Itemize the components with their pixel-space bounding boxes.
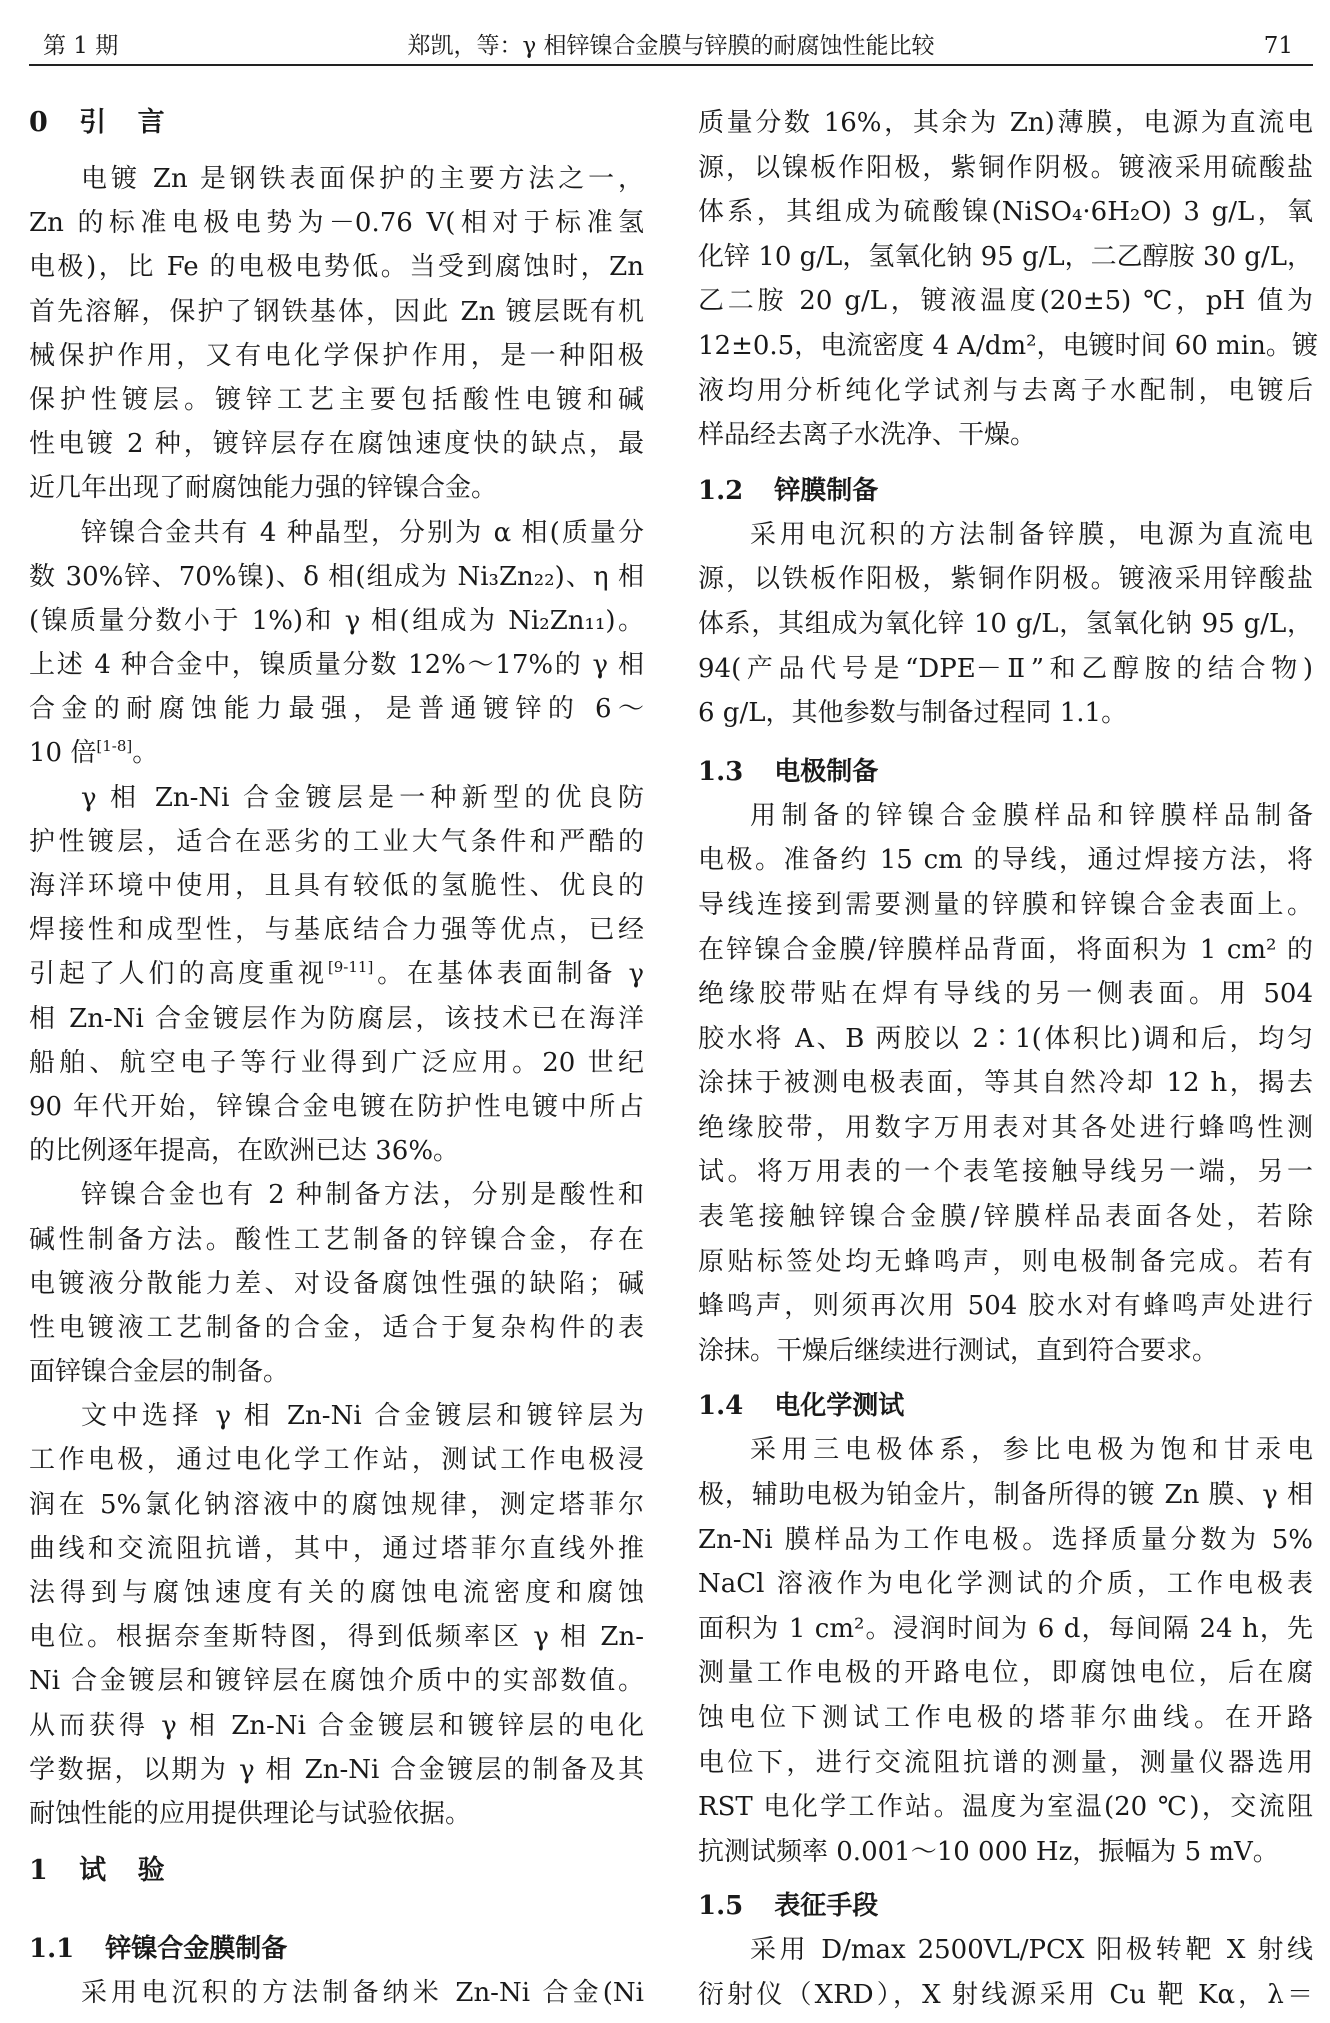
text-line: 相 Zn-Ni 合金镀层作为防腐层，该技术已在海洋	[29, 1003, 644, 1034]
text-line: 绝缘胶带，用数字万用表对其各处进行蜂鸣性测	[698, 1112, 1313, 1143]
text-line: γ 相 Zn-Ni 合金镀层是一种新型的优良防	[81, 782, 644, 813]
text-line: 衍射仪（XRD），X 射线源采用 Cu 靶 Kα，λ＝	[698, 1979, 1313, 2010]
text-line: Ni 合金镀层和镀锌层在腐蚀介质中的实部数值。	[29, 1666, 644, 1697]
page-number: 71	[1263, 33, 1293, 59]
text-line: 护性镀层，适合在恶劣的工业大气条件和严酷的	[29, 826, 644, 857]
citation-reference: [1-8]	[96, 737, 133, 756]
paragraph	[698, 513, 1313, 736]
running-head	[29, 28, 1313, 64]
text-line: NaCl 溶液作为电化学测试的介质，工作电极表	[698, 1569, 1313, 1600]
text-line: 表笔接触锌镍合金膜/锌膜样品表面各处，若除	[698, 1202, 1313, 1233]
header-rule	[29, 64, 1313, 66]
text-line: 械保护作用，又有电化学保护作用，是一种阳极	[29, 340, 644, 371]
text-line: (镍质量分数小于 1%)和 γ 相(组成为 Ni₂Zn₁₁)。	[29, 605, 644, 636]
text-line: 蚀电位下测试工作电极的塔菲尔曲线。在开路	[698, 1703, 1313, 1733]
paragraph	[698, 101, 1318, 458]
paragraph	[29, 1394, 644, 1836]
text-line: 锌镍合金共有 4 种晶型，分别为 α 相(质量分	[81, 517, 644, 548]
text-line: 电位。根据奈奎斯特图，得到低频率区 γ 相 Zn-	[29, 1622, 644, 1653]
text-segment: 引起了人们的高度重视	[29, 959, 328, 990]
text-line: 采用 D/max 2500VL/PCX 阳极转靶 X 射线	[750, 1935, 1313, 1966]
text-line: 保护性镀层。镀锌工艺主要包括酸性电镀和碱	[29, 384, 644, 415]
text-line: 90 年代开始，锌镍合金电镀在防护性电镀中所占	[29, 1091, 644, 1122]
text-line: 液均用分析纯化学试剂与去离子水配制，电镀后	[698, 375, 1313, 406]
text-line: 乙二胺 20 g/L，镀液温度(20±5) ℃，pH 值为	[698, 286, 1313, 317]
text-line: RST 电化学工作站。温度为室温(20 ℃)，交流阻	[698, 1792, 1313, 1823]
paragraph	[29, 1173, 644, 1394]
text-line: 原贴标签处均无蜂鸣声，则电极制备完成。若有	[698, 1246, 1313, 1277]
subsection-heading: 1.3 电极制备	[698, 756, 879, 787]
text-line: 文中选择 γ 相 Zn-Ni 合金镀层和镀锌层为	[81, 1401, 644, 1432]
text-line: 源，以镍板作阳极，紫铜作阴极。镀液采用硫酸盐	[698, 152, 1313, 183]
text-line: 极，辅助电极为铂金片，制备所得的镀 Zn 膜、γ 相	[698, 1480, 1313, 1511]
text-line: 源，以铁板作阳极，紫铜作阴极。镀液采用锌酸盐	[698, 564, 1313, 595]
text-line: 耐蚀性能的应用提供理论与试验依据。	[29, 1798, 472, 1829]
paragraph	[698, 794, 1313, 1374]
text-line: 碱性制备方法。酸性工艺制备的锌镍合金，存在	[29, 1224, 644, 1255]
text-line: 电镀液分散能力差、对设备腐蚀性强的缺陷；碱	[29, 1268, 644, 1299]
text-segment: 。在基体表面制备 γ	[373, 959, 644, 990]
text-line: 船舶、航空电子等行业得到广泛应用。20 世纪	[29, 1047, 644, 1078]
text-line: 海洋环境中使用，且具有较低的氢脆性、优良的	[29, 871, 644, 901]
paragraph	[29, 511, 644, 776]
text-line: 面锌镍合金层的制备。	[29, 1357, 290, 1388]
text-line: 涂抹。干燥后继续进行测试，直到符合要求。	[698, 1335, 1219, 1366]
text-line: 曲线和交流阻抗谱，其中，通过塔菲尔直线外推	[29, 1533, 644, 1564]
section-heading: 1 试 验	[29, 1855, 165, 1887]
text-line: 数 30%锌、70%镍)、δ 相(组成为 Ni₃Zn₂₂)、η 相	[29, 561, 644, 592]
subsection-heading: 1.2 锌膜制备	[698, 475, 879, 506]
text-line: 采用电沉积的方法制备纳米 Zn-Ni 合金(Ni	[81, 1978, 644, 2009]
text-line: 用制备的锌镍合金膜样品和锌膜样品制备	[750, 800, 1313, 831]
subsection-heading: 1.5 表征手段	[698, 1891, 879, 1922]
running-title: 郑凯，等：γ 相锌镍合金膜与锌膜的耐腐蚀性能比较	[407, 33, 935, 59]
left-column	[29, 101, 644, 2015]
paragraph	[29, 1971, 644, 2015]
text-line: 12±0.5，电流密度 4 A/dm²，电镀时间 60 min。镀	[698, 330, 1318, 361]
text-line: Zn-Ni 膜样品为工作电极。选择质量分数为 5%	[698, 1524, 1313, 1555]
text-line: 体系，其组成为氧化锌 10 g/L，氢氧化钠 95 g/L，	[698, 608, 1313, 639]
paragraph	[29, 157, 644, 511]
text-line: 从而获得 γ 相 Zn-Ni 合金镀层和镀锌层的电化	[29, 1710, 644, 1741]
text-line: 首先溶解，保护了钢铁基体，因此 Zn 镀层既有机	[29, 296, 644, 327]
text-line: 合金的耐腐蚀能力最强，是普通镀锌的 6～	[29, 694, 644, 725]
text-line: 抗测试频率 0.001～10 000 Hz，振幅为 5 mV。	[698, 1836, 1279, 1867]
text-line: 采用三电极体系，参比电极为饱和甘汞电	[750, 1435, 1313, 1466]
text-line: 导线连接到需要测量的锌膜和锌镍合金表面上。	[698, 889, 1313, 920]
paragraph	[29, 776, 644, 1174]
text-line: 蜂鸣声，则须再次用 504 胶水对有蜂鸣声处进行	[698, 1291, 1313, 1322]
text-line: 化锌 10 g/L，氢氧化钠 95 g/L，二乙醇胺 30 g/L，	[698, 241, 1313, 272]
text-line: 学数据，以期为 γ 相 Zn-Ni 合金镀层的制备及其	[29, 1754, 644, 1785]
text-line: 性电镀液工艺制备的合金，适合于复杂构件的表	[29, 1312, 644, 1343]
text-line: 性电镀 2 种，镀锌层存在腐蚀速度快的缺点，最	[29, 429, 644, 460]
subsection-heading: 1.4 电化学测试	[698, 1391, 905, 1422]
text-line: 体系，其组成为硫酸镍(NiSO₄·6H₂O) 3 g/L，氧	[698, 197, 1313, 228]
text-line	[29, 952, 644, 996]
text-line: 焊接性和成型性，与基底结合力强等优点，已经	[29, 915, 644, 946]
text-line: 测量工作电极的开路电位，即腐蚀电位，后在腐	[698, 1658, 1313, 1689]
text-line: 近几年出现了耐腐蚀能力强的锌镍合金。	[29, 473, 498, 504]
text-line: 法得到与腐蚀速度有关的腐蚀电流密度和腐蚀	[29, 1578, 644, 1608]
right-column	[698, 101, 1318, 2018]
text-line: 的比例逐年提高，在欧洲已达 36%。	[29, 1136, 460, 1167]
text-line: 上述 4 种合金中，镍质量分数 12%～17%的 γ 相	[29, 650, 644, 681]
paragraph	[698, 1428, 1313, 1874]
text-line: 样品经去离子水洗净、干燥。	[698, 420, 1037, 451]
text-line: 电镀 Zn 是钢铁表面保护的主要方法之一，	[81, 164, 644, 194]
paragraph	[698, 1928, 1313, 2017]
text-line: 胶水将 A、B 两胶以 2∶1(体积比)调和后，均匀	[698, 1023, 1313, 1054]
text-line: 锌镍合金也有 2 种制备方法，分别是酸性和	[81, 1180, 644, 1211]
text-line: 94(产品代号是“DPE－Ⅱ”和乙醇胺的结合物)	[698, 653, 1313, 684]
citation-reference: [9-11]	[327, 958, 374, 977]
text-line: 工作电极，通过电化学工作站，测试工作电极浸	[29, 1445, 644, 1476]
text-line: 采用电沉积的方法制备锌膜，电源为直流电	[750, 519, 1313, 550]
text-line: 润在 5%氯化钠溶液中的腐蚀规律，测定塔菲尔	[29, 1489, 644, 1520]
issue-number: 第 1 期	[43, 33, 119, 59]
subsection-heading: 1.1 锌镍合金膜制备	[29, 1934, 288, 1965]
text-line: 涂抹于被测电极表面，等其自然冷却 12 h，揭去	[698, 1068, 1313, 1099]
text-line: 在锌镍合金膜/锌膜样品背面，将面积为 1 cm² 的	[698, 934, 1313, 965]
text-segment: 。	[132, 738, 159, 769]
text-line: 绝缘胶带贴在焊有导线的另一侧表面。用 504	[698, 979, 1313, 1010]
section-heading: 0 引 言	[29, 107, 165, 138]
text-line: 6 g/L，其他参数与制备过程同 1.1。	[698, 698, 1128, 729]
text-line: 电位下，进行交流阻抗谱的测量，测量仪器选用	[698, 1747, 1313, 1778]
text-line: 电极)，比 Fe 的电极电势低。当受到腐蚀时，Zn	[29, 252, 644, 283]
text-line: 面积为 1 cm²。浸润时间为 6 d，每间隔 24 h，先	[698, 1613, 1313, 1644]
text-line: 质量分数 16%，其余为 Zn)薄膜，电源为直流电	[698, 108, 1313, 138]
text-line	[29, 731, 644, 775]
text-segment: 10 倍	[29, 738, 97, 769]
text-line: 试。将万用表的一个表笔接触导线另一端，另一	[698, 1157, 1313, 1188]
text-line: Zn 的标准电极电势为－0.76 V(相对于标准氢	[29, 208, 644, 239]
text-line: 电极。准备约 15 cm 的导线，通过焊接方法，将	[698, 845, 1313, 876]
